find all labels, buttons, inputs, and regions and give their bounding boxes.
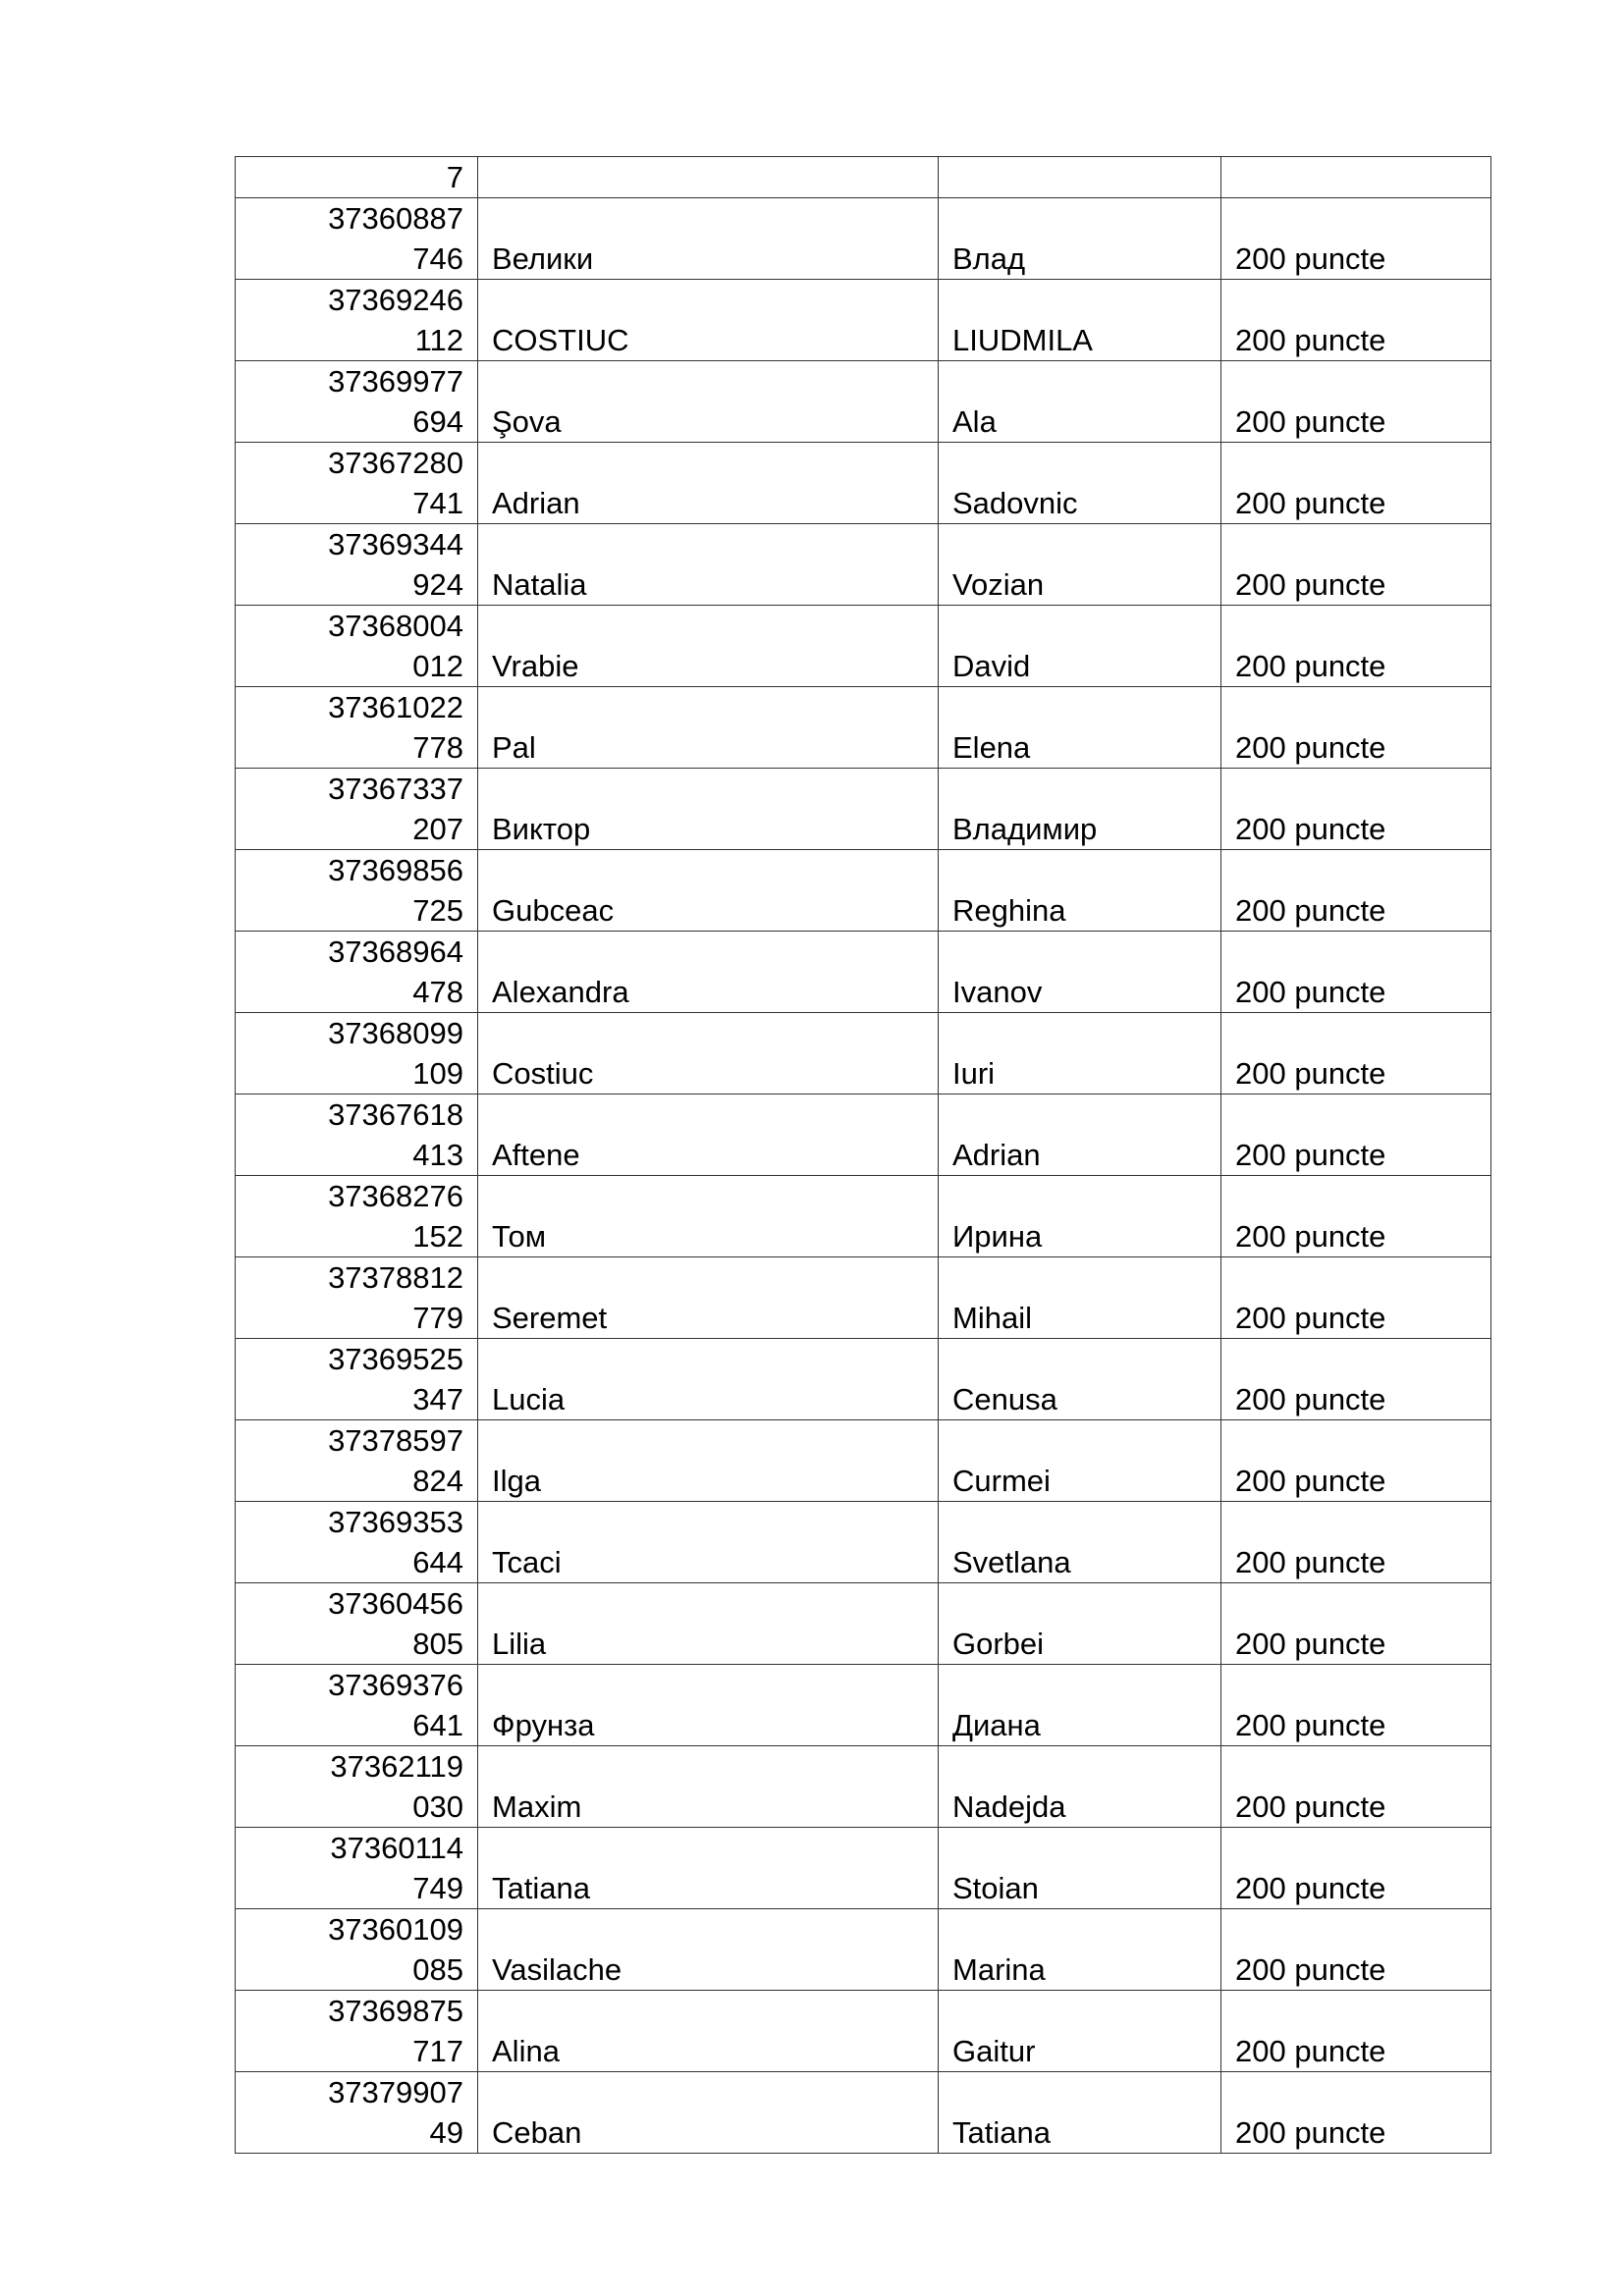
- points-cell: 200 puncte: [1221, 524, 1491, 606]
- first-name-cell: Vozian: [939, 524, 1221, 606]
- first-name-cell: Curmei: [939, 1420, 1221, 1502]
- table-row: [236, 1746, 1491, 1828]
- phone-cell: [236, 280, 478, 361]
- table-row: [236, 932, 1491, 1013]
- table-row: [236, 1828, 1491, 1909]
- phone-number: 37362119030: [330, 1749, 463, 1824]
- points-cell: 200 puncte: [1221, 361, 1491, 443]
- first-name-cell: Iuri: [939, 1013, 1221, 1095]
- points-cell: 200 puncte: [1221, 769, 1491, 850]
- table-row: [236, 687, 1491, 769]
- phone-number: 37368964478: [328, 934, 463, 1009]
- phone-number: 37360109085: [328, 1912, 463, 1987]
- last-name-cell: Alexandra: [478, 932, 939, 1013]
- last-name-cell: [478, 157, 939, 198]
- phone-cell: [236, 443, 478, 524]
- phone-number: 37369875717: [328, 1994, 463, 2068]
- phone-cell: [236, 524, 478, 606]
- phone-cell: [236, 198, 478, 280]
- phone-number: 37367337207: [328, 772, 463, 846]
- first-name-cell: Stoian: [939, 1828, 1221, 1909]
- points-cell: 200 puncte: [1221, 280, 1491, 361]
- points-cell: 200 puncte: [1221, 1339, 1491, 1420]
- first-name-cell: Marina: [939, 1909, 1221, 1991]
- phone-cell: [236, 361, 478, 443]
- phone-number: 37360114749: [330, 1831, 463, 1905]
- points-cell: 200 puncte: [1221, 198, 1491, 280]
- first-name-cell: Svetlana: [939, 1502, 1221, 1583]
- points-cell: 200 puncte: [1221, 1665, 1491, 1746]
- phone-cell: [236, 1583, 478, 1665]
- first-name-cell: David: [939, 606, 1221, 687]
- points-cell: 200 puncte: [1221, 1095, 1491, 1176]
- phone-cell: [236, 1339, 478, 1420]
- points-cell: 200 puncte: [1221, 1502, 1491, 1583]
- phone-cell: [236, 1746, 478, 1828]
- phone-number: 37378597824: [328, 1423, 463, 1498]
- first-name-cell: Ala: [939, 361, 1221, 443]
- first-name-cell: Gaitur: [939, 1991, 1221, 2072]
- points-cell: 200 puncte: [1221, 850, 1491, 932]
- first-name-cell: Adrian: [939, 1095, 1221, 1176]
- first-name-cell: Gorbei: [939, 1583, 1221, 1665]
- phone-number: 3737990749: [328, 2075, 463, 2150]
- points-cell: 200 puncte: [1221, 1828, 1491, 1909]
- phone-number: 37367280741: [328, 446, 463, 520]
- phone-number: 7: [446, 160, 463, 194]
- first-name-cell: Cenusa: [939, 1339, 1221, 1420]
- last-name-cell: Vasilache: [478, 1909, 939, 1991]
- phone-number: 37369856725: [328, 853, 463, 928]
- points-cell: 200 puncte: [1221, 1176, 1491, 1257]
- first-name-cell: LIUDMILA: [939, 280, 1221, 361]
- last-name-cell: Lilia: [478, 1583, 939, 1665]
- phone-cell: [236, 1095, 478, 1176]
- first-name-cell: Nadejda: [939, 1746, 1221, 1828]
- points-cell: 200 puncte: [1221, 1013, 1491, 1095]
- phone-cell: [236, 1665, 478, 1746]
- phone-cell: [236, 2072, 478, 2154]
- table-row: [236, 1176, 1491, 1257]
- phone-number: 37369376641: [328, 1668, 463, 1742]
- points-cell: 200 puncte: [1221, 1909, 1491, 1991]
- table-row: [236, 443, 1491, 524]
- phone-cell: [236, 1909, 478, 1991]
- first-name-cell: Mihail: [939, 1257, 1221, 1339]
- last-name-cell: Lucia: [478, 1339, 939, 1420]
- table-row: [236, 606, 1491, 687]
- phone-number: 37367618413: [328, 1097, 463, 1172]
- table-row: [236, 1991, 1491, 2072]
- phone-number: 37369353644: [328, 1505, 463, 1579]
- last-name-cell: Том: [478, 1176, 939, 1257]
- last-name-cell: Gubceac: [478, 850, 939, 932]
- last-name-cell: Adrian: [478, 443, 939, 524]
- phone-number: 37368099109: [328, 1016, 463, 1091]
- table-row: [236, 361, 1491, 443]
- points-cell: 200 puncte: [1221, 1420, 1491, 1502]
- phone-number: 37360456805: [328, 1586, 463, 1661]
- last-name-cell: Vrabie: [478, 606, 939, 687]
- last-name-cell: Alina: [478, 1991, 939, 2072]
- points-cell: 200 puncte: [1221, 1257, 1491, 1339]
- phone-cell: [236, 932, 478, 1013]
- phone-number: 37378812779: [328, 1260, 463, 1335]
- table-row: [236, 1583, 1491, 1665]
- points-cell: 200 puncte: [1221, 1583, 1491, 1665]
- first-name-cell: [939, 157, 1221, 198]
- last-name-cell: Şova: [478, 361, 939, 443]
- points-cell: [1221, 157, 1491, 198]
- phone-cell: [236, 1991, 478, 2072]
- first-name-cell: Владимир: [939, 769, 1221, 850]
- first-name-cell: Tatiana: [939, 2072, 1221, 2154]
- table-row: [236, 1095, 1491, 1176]
- phone-number: 37360887746: [328, 201, 463, 276]
- phone-cell: [236, 850, 478, 932]
- points-cell: 200 puncte: [1221, 687, 1491, 769]
- points-cell: 200 puncte: [1221, 1991, 1491, 2072]
- table-row: [236, 1420, 1491, 1502]
- last-name-cell: Aftene: [478, 1095, 939, 1176]
- last-name-cell: Tatiana: [478, 1828, 939, 1909]
- last-name-cell: Pal: [478, 687, 939, 769]
- table-row: [236, 1257, 1491, 1339]
- table-row: [236, 850, 1491, 932]
- last-name-cell: Ceban: [478, 2072, 939, 2154]
- table-row: [236, 2072, 1491, 2154]
- last-name-cell: Ilga: [478, 1420, 939, 1502]
- table-row: [236, 1665, 1491, 1746]
- points-cell: 200 puncte: [1221, 1746, 1491, 1828]
- table-row: [236, 524, 1491, 606]
- phone-cell: [236, 1013, 478, 1095]
- last-name-cell: Фрунза: [478, 1665, 939, 1746]
- participants-table-body: [236, 157, 1491, 2154]
- last-name-cell: Costiuc: [478, 1013, 939, 1095]
- table-row: [236, 1339, 1491, 1420]
- last-name-cell: COSTIUC: [478, 280, 939, 361]
- last-name-cell: Seremet: [478, 1257, 939, 1339]
- table-row: [236, 1013, 1491, 1095]
- last-name-cell: Tcaci: [478, 1502, 939, 1583]
- first-name-cell: Влад: [939, 198, 1221, 280]
- phone-number: 37369344924: [328, 527, 463, 602]
- points-cell: 200 puncte: [1221, 2072, 1491, 2154]
- phone-cell: [236, 1502, 478, 1583]
- first-name-cell: Sadovnic: [939, 443, 1221, 524]
- participants-table: [235, 156, 1491, 2154]
- table-row: [236, 1909, 1491, 1991]
- phone-cell: [236, 769, 478, 850]
- table-row: [236, 280, 1491, 361]
- phone-cell: [236, 687, 478, 769]
- last-name-cell: Виктор: [478, 769, 939, 850]
- phone-cell: [236, 1176, 478, 1257]
- first-name-cell: Reghina: [939, 850, 1221, 932]
- phone-cell: [236, 1420, 478, 1502]
- phone-number: 37369977694: [328, 364, 463, 439]
- points-cell: 200 puncte: [1221, 932, 1491, 1013]
- phone-cell: [236, 1828, 478, 1909]
- first-name-cell: Elena: [939, 687, 1221, 769]
- phone-cell: [236, 157, 478, 198]
- table-row: [236, 769, 1491, 850]
- last-name-cell: Natalia: [478, 524, 939, 606]
- points-cell: 200 puncte: [1221, 443, 1491, 524]
- phone-cell: [236, 1257, 478, 1339]
- phone-cell: [236, 606, 478, 687]
- table-row: [236, 198, 1491, 280]
- phone-number: 37369525347: [328, 1342, 463, 1416]
- points-cell: 200 puncte: [1221, 606, 1491, 687]
- phone-number: 37368276152: [328, 1179, 463, 1254]
- phone-number: 37361022778: [328, 690, 463, 765]
- table-row: [236, 1502, 1491, 1583]
- first-name-cell: Ivanov: [939, 932, 1221, 1013]
- first-name-cell: Диана: [939, 1665, 1221, 1746]
- phone-number: 37369246112: [328, 283, 463, 357]
- last-name-cell: Велики: [478, 198, 939, 280]
- phone-number: 37368004012: [328, 609, 463, 683]
- last-name-cell: Maxim: [478, 1746, 939, 1828]
- first-name-cell: Ирина: [939, 1176, 1221, 1257]
- table-row: [236, 157, 1491, 198]
